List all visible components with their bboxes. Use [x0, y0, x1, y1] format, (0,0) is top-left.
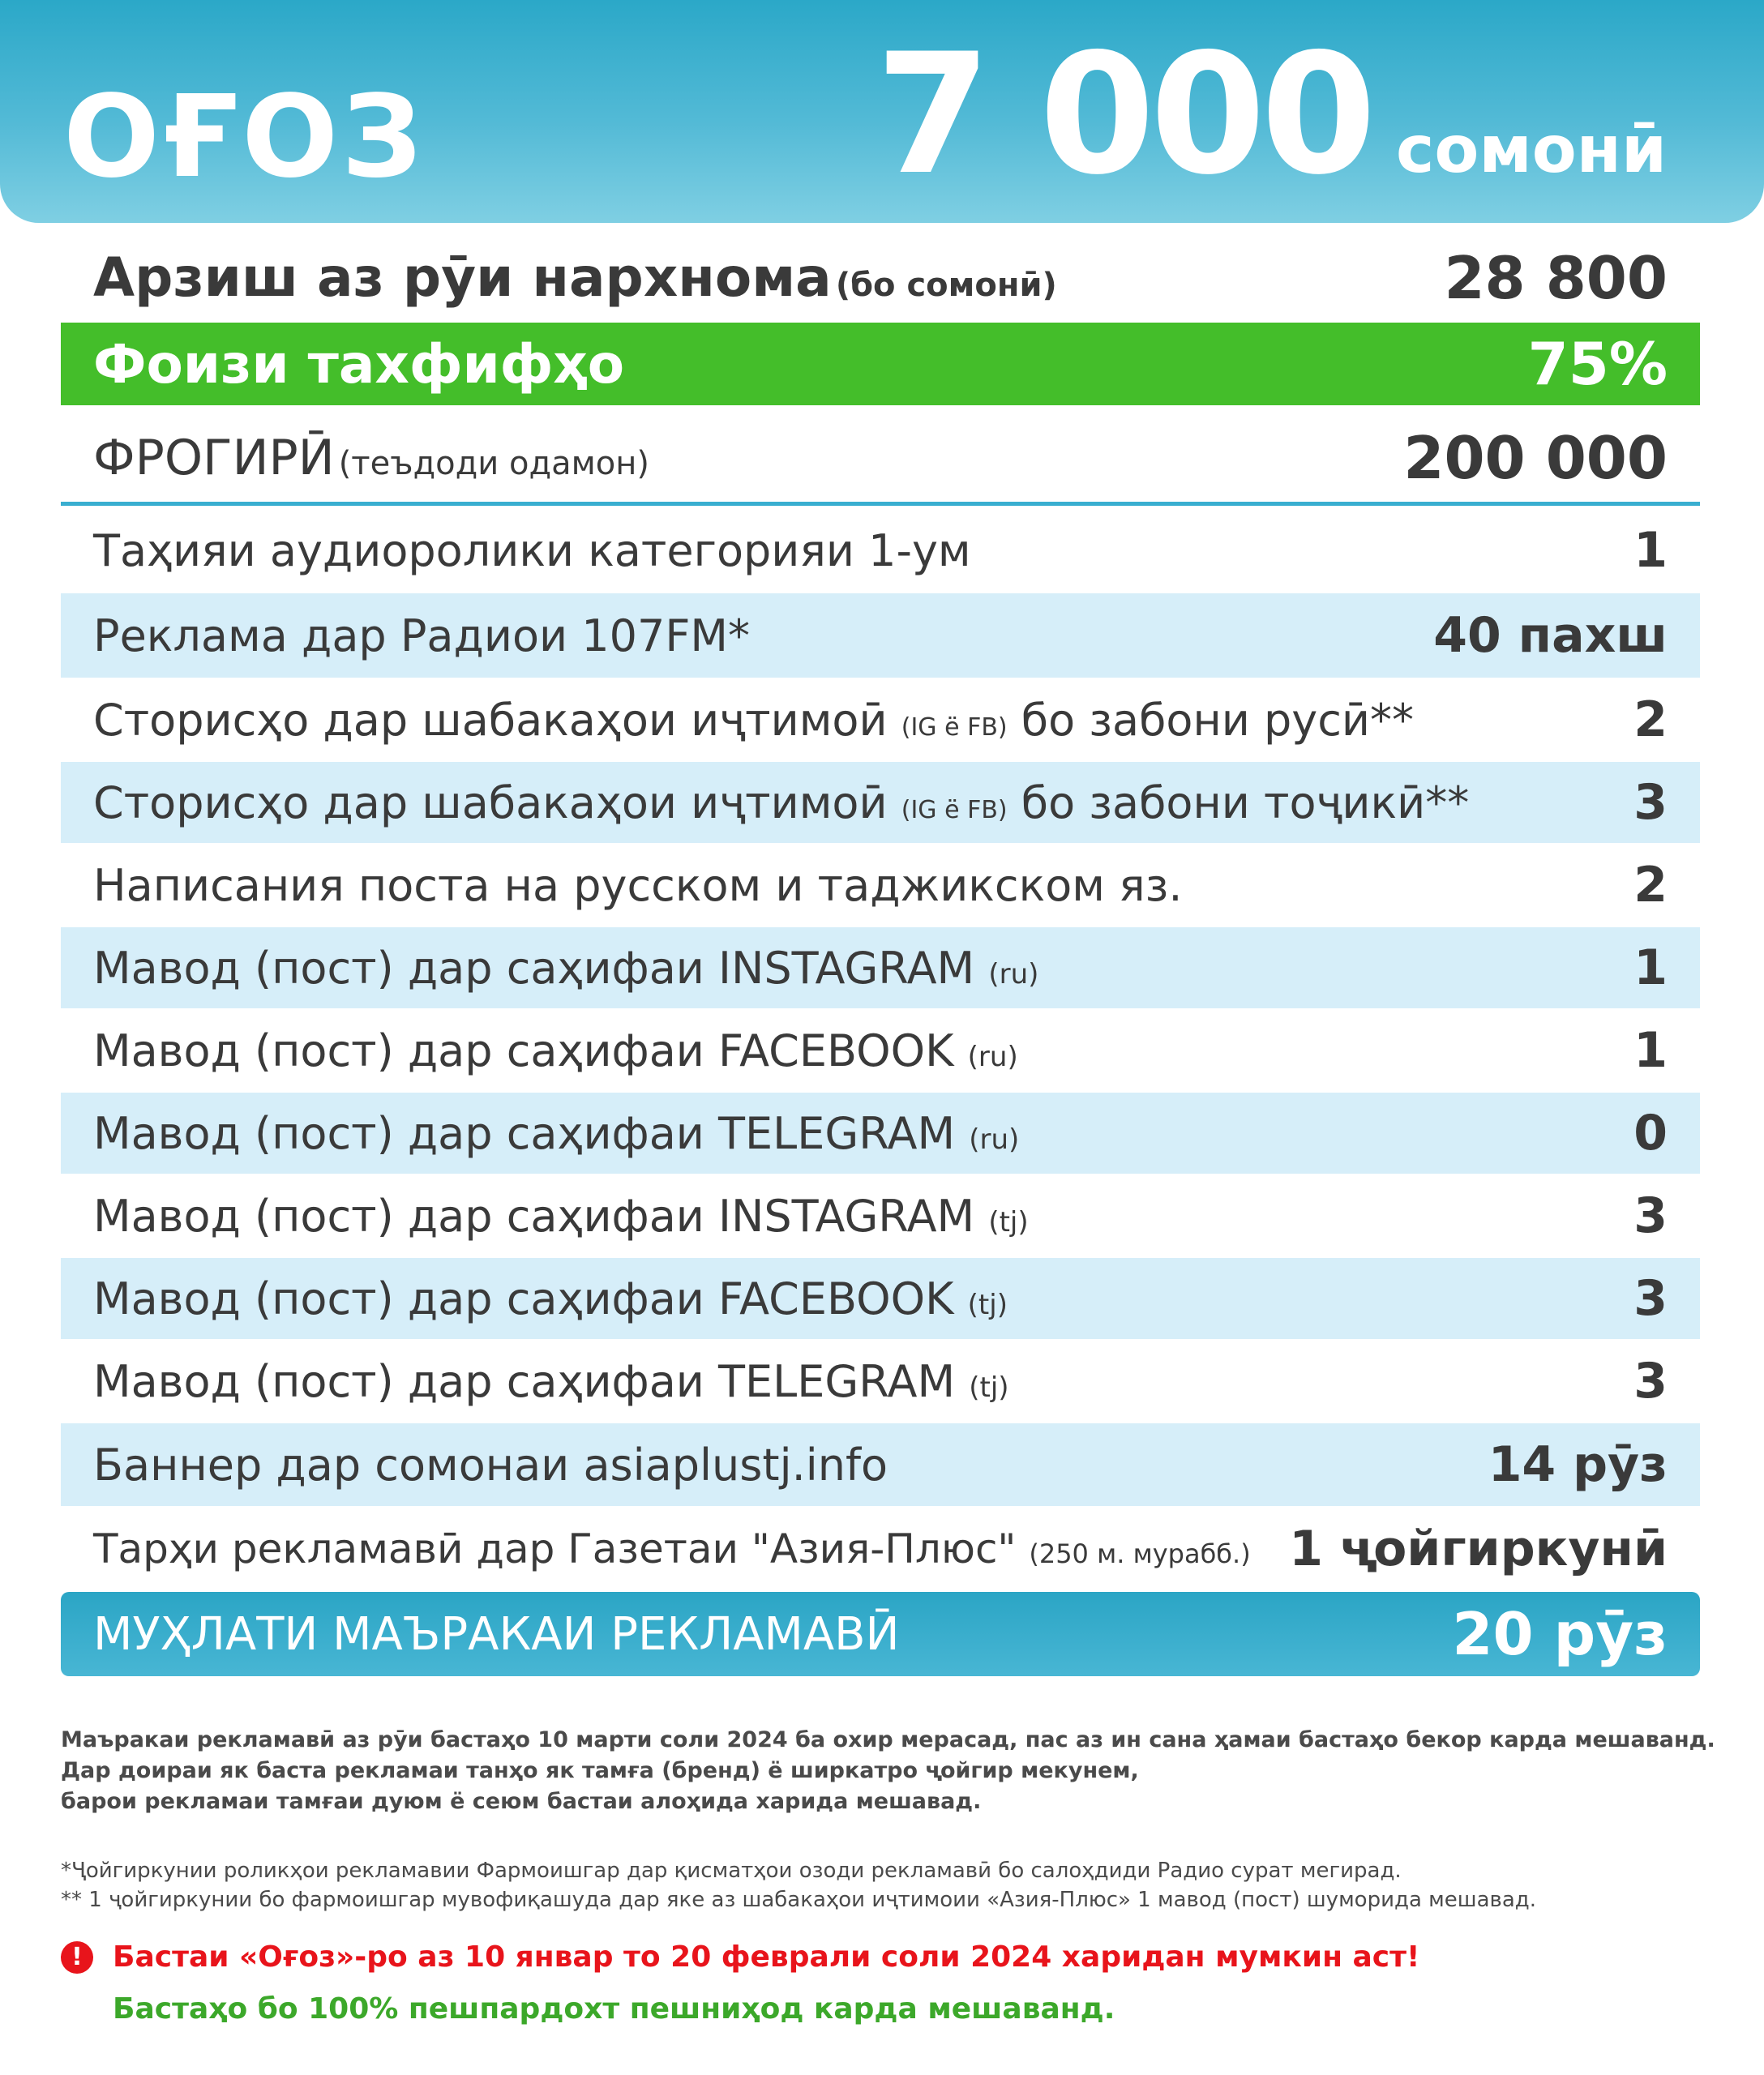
discount-label: Фоизи тахфифҳо: [93, 332, 625, 396]
row-label: [93, 1191, 1029, 1242]
row-label-note: (250 м. мурабб.): [1029, 1538, 1251, 1569]
row-label-main: Мавод (пост) дар саҳифаи FACEBOOK: [93, 1025, 954, 1076]
reach-value: 200 000: [1403, 424, 1668, 492]
row-label-main: Сторисҳо дар шабакаҳои иҷтимоӣ: [93, 694, 888, 746]
table-row: [61, 509, 1700, 592]
footnotes: [61, 1856, 1536, 1915]
row-label: [93, 695, 1414, 746]
reach-label: ФРОГИРӢ: [93, 430, 335, 486]
payment-terms: Бастаҳо бо 100% пешпардохт пешниҳод карда мешаванд.: [113, 1992, 1115, 2026]
row-label-note: (ru): [967, 1040, 1018, 1073]
list-price-note: (бо сомонӣ): [835, 267, 1057, 304]
row-label-note: (IG ё FB): [901, 712, 1008, 742]
reach-row: [61, 413, 1700, 503]
row-value: 1 ҷойгиркунӣ: [1289, 1521, 1668, 1577]
row-label: [93, 1525, 1251, 1572]
row-label: Написания поста на русском и таджикском яз.: [93, 859, 1183, 911]
row-value: 3: [1633, 1353, 1668, 1410]
section-divider: [61, 502, 1700, 506]
package-name: OҒOЗ: [63, 71, 426, 203]
table-row: [61, 927, 1700, 1008]
reach-note: (теъдоди одамон): [338, 445, 650, 482]
row-label: Таҳияи аудиоролики категорияи 1-ум: [93, 524, 971, 576]
row-label: [93, 1108, 1019, 1159]
discount-row: [61, 323, 1700, 405]
exclamation-icon: !: [61, 1941, 93, 1974]
row-label-main: Мавод (пост) дар саҳифаи TELEGRAM: [93, 1355, 956, 1407]
table-row: [61, 762, 1700, 843]
row-label-main: Сторисҳо дар шабакаҳои иҷтимоӣ: [93, 777, 888, 828]
discount-value: 75%: [1527, 330, 1668, 398]
table-row: [61, 1341, 1700, 1422]
price-currency: сомонӣ: [1395, 112, 1667, 187]
row-label-main: Мавод (пост) дар саҳифаи INSTAGRAM: [93, 1190, 975, 1242]
row-label-main: Мавод (пост) дар саҳифаи TELEGRAM: [93, 1107, 956, 1159]
duration-label: МУҲЛАТИ МАЪРАКАИ РЕКЛАМАВӢ: [93, 1607, 900, 1661]
row-label-note: (ru): [988, 957, 1039, 990]
table-row: [61, 1508, 1700, 1590]
row-value: 1: [1633, 522, 1668, 579]
row-label: [93, 1273, 1008, 1324]
list-price-label: Арзиш аз рӯи нархнома: [93, 246, 832, 309]
warning-notice: [61, 1940, 1419, 1974]
table-row: [61, 845, 1700, 926]
package-price: [876, 19, 1667, 212]
row-label-suffix: бо забони русӣ**: [1021, 694, 1415, 746]
row-value: 2: [1633, 857, 1668, 913]
row-value: 1: [1633, 1022, 1668, 1079]
terms-line: Маъракаи рекламавӣ аз рӯи бастаҳо 10 марти соли 2024 ба охир мерасад, пас аз ин сана ҳамаи бастаҳо бекор карда мешаванд.: [61, 1727, 1715, 1752]
table-row: [61, 1175, 1700, 1256]
row-value: 0: [1633, 1105, 1668, 1162]
row-value: 3: [1633, 774, 1668, 831]
row-value: 3: [1633, 1270, 1668, 1327]
footnote: ** 1 ҷойгиркунии бо фармоишгар мувофиқашуда дар яке аз шабакаҳои иҷтимоии «Азия-Плюс» 1 мавод (пост) шуморида мешавад.: [61, 1888, 1536, 1912]
table-row: [61, 1258, 1700, 1339]
table-row: [61, 593, 1700, 678]
row-label-main: Мавод (пост) дар саҳифаи INSTAGRAM: [93, 942, 975, 994]
row-label: [93, 1025, 1018, 1076]
row-value: 14 рӯз: [1488, 1436, 1668, 1493]
warning-text: Бастаи «Оғоз»-ро аз 10 январ то 20 феврали соли 2024 харидан мумкин аст!: [113, 1940, 1420, 1974]
list-price-row: [61, 235, 1700, 320]
row-label-note: (IG ё FB): [901, 795, 1008, 824]
terms-line: Дар доираи як баста рекламаи танҳо як тамға (бренд) ё ширкатро ҷойгир мекунем,: [61, 1758, 1139, 1783]
footnote: *Ҷойгиркунии роликҳои рекламавии Фармоишгар дар қисматҳои озоди рекламавӣ бо салоҳдиди Радио сурат мегирад.: [61, 1859, 1402, 1883]
row-label: Реклама дар Радиои 107FM*: [93, 610, 750, 661]
table-row: [61, 1010, 1700, 1091]
row-label-note: (tj): [988, 1205, 1029, 1239]
table-row: [61, 1423, 1700, 1506]
row-label-main: Мавод (пост) дар саҳифаи FACEBOOK: [93, 1273, 954, 1324]
row-value: 40 пахш: [1433, 607, 1668, 664]
list-price-value: 28 800: [1444, 243, 1668, 312]
row-value: 1: [1633, 939, 1668, 996]
row-label: [93, 777, 1469, 828]
row-value: 2: [1633, 691, 1668, 748]
duration-value: 20 рӯз: [1452, 1600, 1668, 1668]
terms-notes: [61, 1725, 1715, 1817]
campaign-duration-bar: [61, 1592, 1700, 1676]
table-row: [61, 679, 1700, 760]
table-row: [61, 1093, 1700, 1174]
row-label: Баннер дар сомонаи asiaplustj.info: [93, 1439, 888, 1491]
row-label: [93, 1356, 1009, 1407]
terms-line: барои рекламаи тамғаи дуюм ё сеюм бастаи алоҳида харида мешавад.: [61, 1789, 982, 1814]
row-label-suffix: бо забони тоҷикӣ**: [1021, 777, 1470, 828]
row-label-note: (ru): [969, 1123, 1020, 1156]
price-amount: 7 000: [876, 19, 1372, 212]
header-banner: [0, 0, 1764, 223]
row-label: [93, 943, 1038, 994]
row-value: 3: [1633, 1187, 1668, 1244]
row-label-note: (tj): [969, 1371, 1009, 1404]
row-label-main: Тарҳи рекламавӣ дар Газетаи "Азия-Плюс": [93, 1525, 1017, 1572]
row-label-note: (tj): [967, 1288, 1008, 1321]
